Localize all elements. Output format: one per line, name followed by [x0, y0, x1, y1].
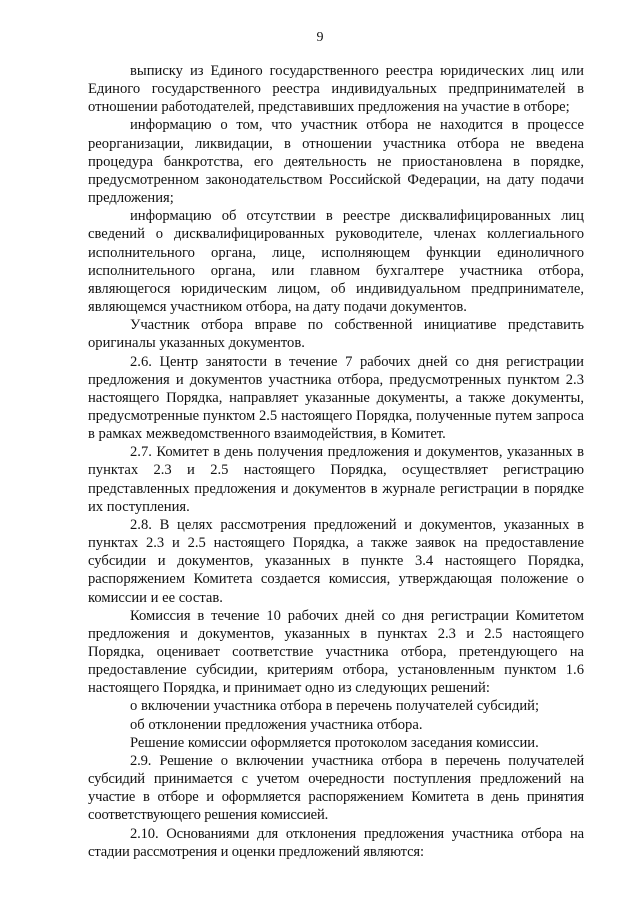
document-body: [88, 62, 584, 861]
paragraph-no-reorganization: информацию о том, что участник отбора не находится в процессе реорганизации, ликвидации, в отношении участника отбора не введена процедура банкротства, его деятельность не приостановлена в порядке, предусмотренном законодательством Российской Федерации, на дату подачи предложения;: [88, 117, 584, 207]
paragraph-decision-include: о включении участника отбора в перечень получателей субсидий;: [130, 698, 540, 715]
page-number: 9: [316, 30, 324, 45]
paragraph-2-8: 2.8. В целях рассмотрения предложений и документов, указанных в пунктах 2.3 и 2.5 настоящего Порядка, а также заявок на предоставление субсидии и документов, указанных в пункте 3.4 настоящего Порядка, распоряжением Комитета создается комиссия, утверждающая положение о комиссии и ее состав.: [88, 516, 584, 606]
paragraph-2-9: 2.9. Решение о включении участника отбора в перечень получателей субсидий принимается с учетом очередности поступления предложений на участие в отборе и оформляется распоряжением Комитета в день принятия соответствующего решения комиссией.: [88, 752, 584, 824]
paragraph-decision-protocol: Решение комиссии оформляется протоколом заседания комиссии.: [130, 734, 539, 751]
paragraph-2-6: 2.6. Центр занятости в течение 7 рабочих дней со дня регистрации предложения и документов участника отбора, предусмотренных пунктом 2.3 настоящего Порядка, направляет указанные документы, а также документы, предусмотренные пунктом 2.5 настоящего Порядка, полученные путем запроса в рамках межведомственного взаимодействия, в Комитет.: [88, 353, 584, 443]
paragraph-decision-reject: об отклонении предложения участника отбора.: [130, 716, 423, 733]
paragraph-2-7: 2.7. Комитет в день получения предложения и документов, указанных в пунктах 2.3 и 2.5 настоящего Порядка, осуществляет регистрацию представленных предложения и документов в журнале регистрации в порядке их поступления.: [88, 444, 584, 515]
paragraph-commission-review: Комиссия в течение 10 рабочих дней со дня регистрации Комитетом предложения и документов, указанных в пунктах 2.3 и 2.5 настоящего Порядка, оценивает соответствие участника отбора, претендующего на предоставление субсидии, критериям отбора, установленным пунктом 1.6 настоящего Порядка, и принимает одно из следующих решений:: [88, 607, 584, 697]
paragraph-no-disqualified-persons: информацию об отсутствии в реестре дисквалифицированных лиц сведений о дисквалифицированных руководителе, членах коллегиального исполнительного органа, лице, исполняющем функции единоличного исполнительного органа, или главном бухгалтере участника отбора, являющегося юридическим лицом, об индивидуальном предпринимателе, являющемся участником отбора, на дату подачи документов.: [88, 208, 584, 316]
paragraph-2-10: 2.10. Основаниями для отклонения предложения участника отбора на стадии рассмотрения и оценки предложений являются:: [88, 825, 584, 860]
paragraph-extract-registry: выписку из Единого государственного реестра юридических лиц или Единого государственного реестра индивидуальных предпринимателей в отношении работодателей, представивших предложения на участие в отборе;: [88, 63, 584, 116]
paragraph-own-initiative: Участник отбора вправе по собственной инициативе представить оригиналы указанных документов.: [88, 317, 584, 352]
